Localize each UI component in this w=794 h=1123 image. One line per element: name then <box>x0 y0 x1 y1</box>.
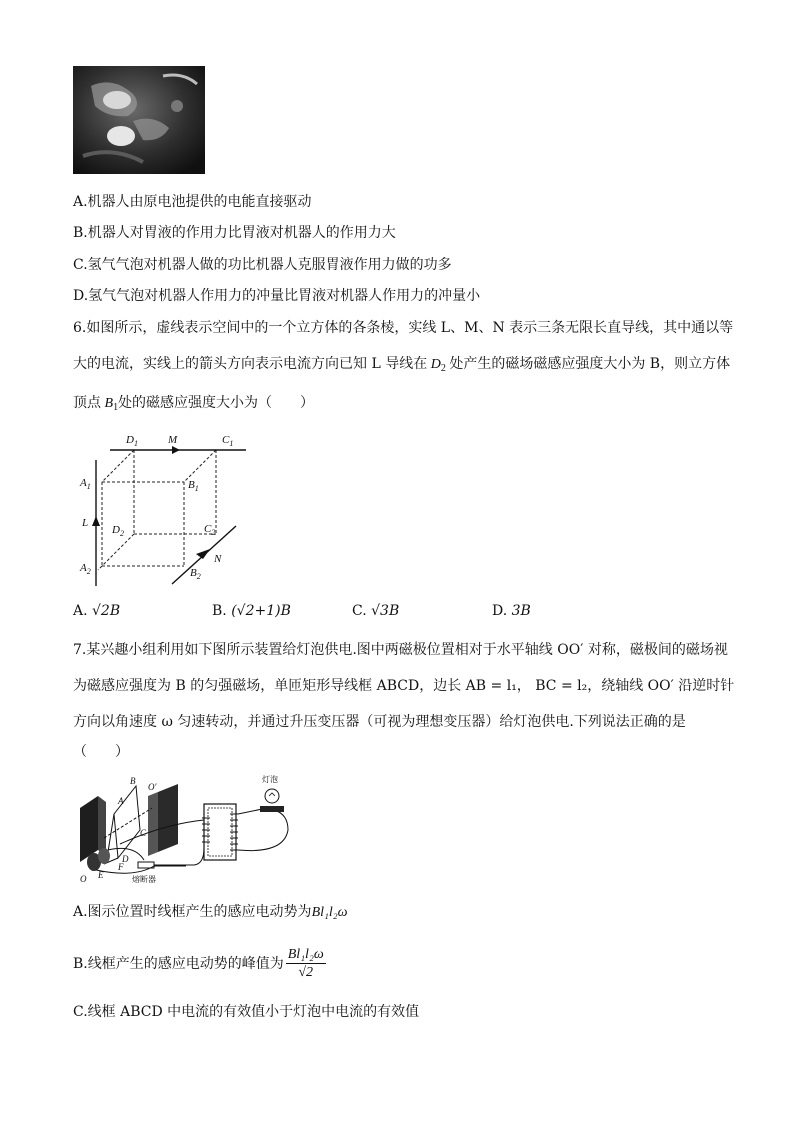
label-a: A <box>118 796 124 806</box>
q7-option-c: C.线框 ABCD 中电流的有效值小于灯泡中电流的有效值 <box>73 1004 420 1020</box>
label-d2: $D_2$ <box>112 524 124 538</box>
label-fuse: 熔断器 <box>132 875 156 884</box>
label-e: E <box>98 870 104 880</box>
label-o-prime: O′ <box>148 782 157 792</box>
robot-photo <box>73 66 205 174</box>
q6-cube-figure <box>76 430 248 588</box>
q7-stem-line3: 方向以角速度 ω 匀速转动，并通过升压变压器（可视为理想变压器）给灯泡供电.下列说法正确的是 <box>73 714 686 730</box>
label-l: L <box>82 517 89 529</box>
label-c: C <box>140 828 147 838</box>
label-b: B <box>130 776 136 786</box>
prev-option-c: C.氢气气泡对机器人做的功比机器人克服胃液作用力做的功多 <box>73 257 452 273</box>
q7-stem-line4: （ ） <box>73 744 129 760</box>
q7-stem-line1: 7.某兴趣小组利用如下图所示装置给灯泡供电.图中两磁极位置相对于水平轴线 OO′ 对称，磁极间的磁场视 <box>73 642 728 658</box>
label-a1: $A_1$ <box>80 477 91 491</box>
label-f: F <box>118 862 124 872</box>
label-c1: $C_1$ <box>222 434 234 448</box>
label-d: D <box>122 854 129 864</box>
label-a2: $A_2$ <box>80 562 91 576</box>
label-d1: $D_1$ <box>126 434 138 448</box>
q6-option-d: D. 3B <box>492 603 531 619</box>
label-o: O <box>80 874 87 884</box>
q7-option-b: B.线框产生的感应电动势的峰值为 $\frac{\text{Bl₁l₂ω}}{√2}$ <box>73 947 324 980</box>
q6-option-c: C. √3B <box>352 603 400 619</box>
q6-stem-line1: 6.如图所示，虚线表示空间中的一个立方体的各条棱，实线 L、M、N 表示三条无限长直导线，其中通以等 <box>73 320 734 336</box>
q6-option-a: A. √2B <box>73 603 121 619</box>
prev-option-d: D.氢气气泡对机器人作用力的冲量比胃液对机器人作用力的冲量小 <box>73 288 481 304</box>
label-n: N <box>214 553 222 565</box>
q7-option-a: A.图示位置时线框产生的感应电动势为Bl₁l₂ω <box>73 904 348 920</box>
label-m: M <box>168 434 178 446</box>
label-b1: $B_1$ <box>188 479 199 493</box>
prev-option-a: A.机器人由原电池提供的电能直接驱动 <box>73 194 312 210</box>
label-lamp: 灯泡 <box>262 775 278 784</box>
q6-stem-line2: 大的电流，实线上的箭头方向表示电流方向已知 L 导线在 $D_2$ 处产生的磁场磁感应强度大小为 B，则立方体 <box>73 356 731 374</box>
q7-generator-figure <box>74 774 300 886</box>
q6-option-b: B. (√2+1)B <box>212 603 291 619</box>
q7-stem-line2: 为磁感应强度为 B 的匀强磁场，单匝矩形导线框 ABCD，边长 AB = l₁， BC = l₂，绕轴线 OO′ 沿逆时针 <box>73 678 735 694</box>
prev-option-b: B.机器人对胃液的作用力比胃液对机器人的作用力大 <box>73 225 396 241</box>
q6-stem-line3: 顶点 $B_1$处的磁感应强度大小为（ ） <box>73 395 315 413</box>
label-b2: $B_2$ <box>190 567 201 581</box>
label-c2: $C_2$ <box>204 523 216 537</box>
